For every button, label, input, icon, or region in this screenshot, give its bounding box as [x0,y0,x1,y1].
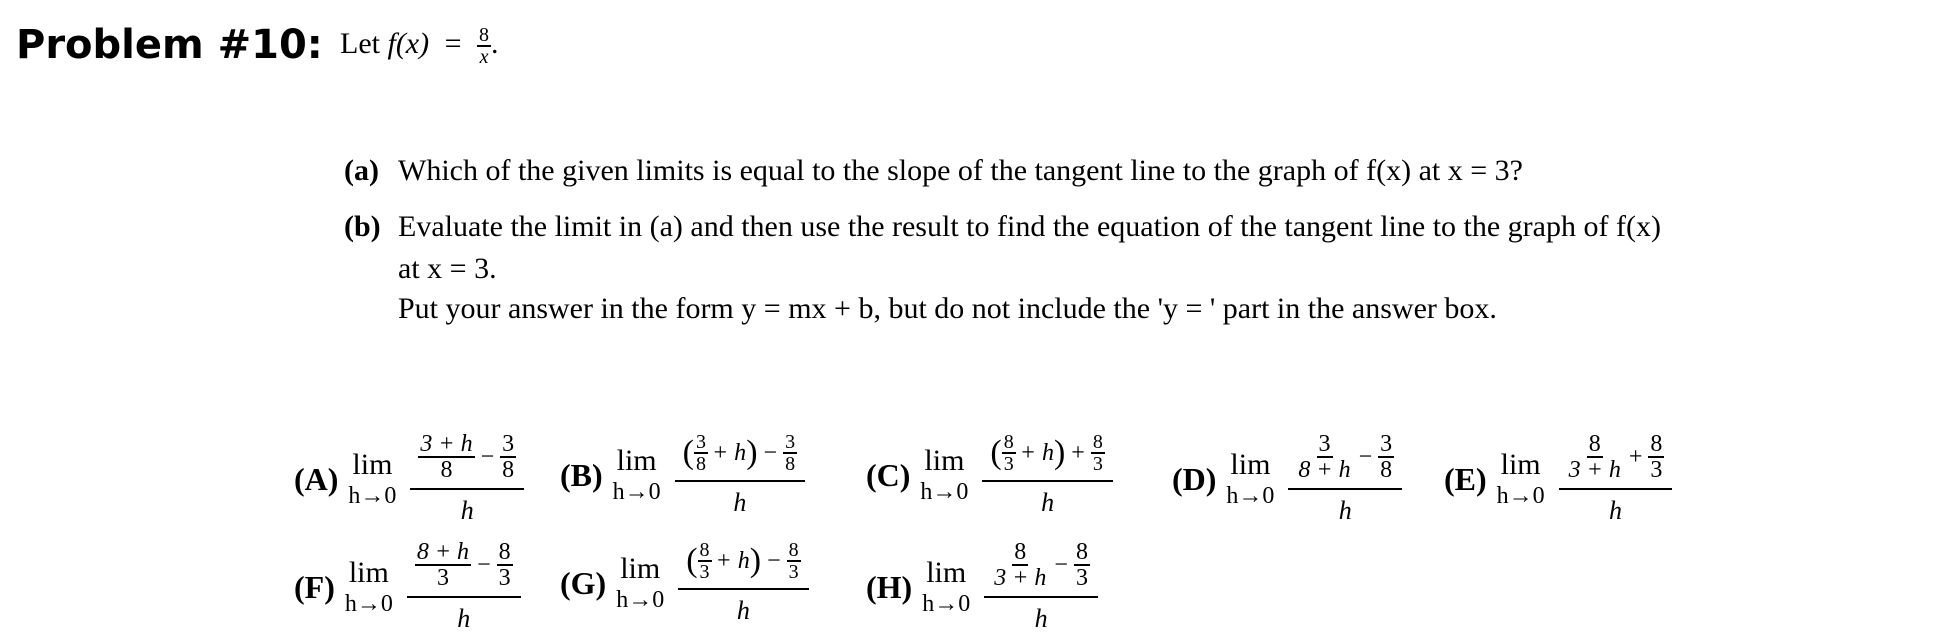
lim-word: lim [348,556,389,589]
limit-operator [613,446,661,504]
fraction-numerator: 8 [1003,431,1014,453]
quotient-denominator: h [733,488,747,517]
fraction-denominator: 3 + h [1568,457,1621,483]
fraction-numerator: 8 [1650,431,1663,457]
fraction [415,540,471,590]
part-b-label: (b) [344,210,381,243]
function-denominator: x [479,46,489,68]
quotient-denominator: h [1338,496,1352,525]
fraction-denominator: 8 + h [1298,457,1351,483]
fraction-denominator: 3 [1003,453,1014,475]
operator: − [763,439,778,466]
fraction [783,432,797,474]
operator: − [1054,551,1068,578]
quotient-denominator: h [457,604,471,633]
quotient-denominator: h [460,496,474,525]
fraction-denominator: 3 [699,561,710,583]
limit-operator [1226,450,1274,508]
fraction-denominator: 8 [785,453,796,475]
lim-subscript: h→0 [922,591,971,617]
fraction [497,540,513,590]
fraction-numerator: 8 [699,539,710,561]
lim-subscript: h→0 [920,479,969,505]
difference-quotient [407,540,521,634]
lim-subscript: h→0 [1226,483,1275,509]
lim-word: lim [616,444,657,477]
problem-heading: Problem #10: [16,22,323,68]
fraction [500,432,516,482]
quotient-numerator [678,540,808,590]
option-e [1444,432,1672,526]
option-f [294,540,521,634]
fraction-numerator: 8 [788,539,799,561]
operator: − [477,551,491,578]
function-numerator: 8 [479,24,490,46]
fraction [1074,540,1090,590]
lim-subscript: h→0 [612,479,661,505]
part-b-text-line2: at x = 3. [398,252,497,285]
fraction [787,540,801,582]
option-label: (G) [560,564,607,601]
lim-word: lim [620,552,661,585]
part-b-text-line3: Put your answer in the form y = mx + b, but do not include the 'y = ' part in the answer box. [398,292,1497,325]
difference-quotient [982,432,1112,518]
fraction [992,540,1048,590]
lim-word: lim [1230,448,1271,481]
function-period: . [491,26,499,60]
option-h [866,540,1098,634]
right-paren: ) [749,542,762,579]
fraction-numerator: 8 [1014,539,1027,565]
fraction-denominator: 8 [695,453,706,475]
fraction-denominator: 8 [502,457,515,483]
limit-operator [345,558,393,616]
plus-h: + h [715,547,750,574]
right-paren: ) [746,434,758,471]
option-a [294,432,524,526]
plus-h: + h [711,439,747,466]
option-d [1172,432,1402,526]
option-c [866,432,1113,518]
option-label: (C) [866,456,911,493]
operator: − [1358,443,1373,470]
lim-word: lim [924,444,965,477]
fraction [698,540,712,582]
fraction-denominator: 8 [1380,457,1393,483]
fraction-numerator: 8 [1588,431,1601,457]
fraction-numerator: 3 [695,431,706,453]
option-label: (B) [560,456,603,493]
fraction-numerator: 3 [1318,431,1331,457]
fraction [694,432,708,474]
fraction-denominator: 3 + h [994,565,1047,591]
lim-subscript: h→0 [348,483,397,509]
limit-operator [616,554,664,612]
function-definition [340,25,499,67]
operator: − [480,443,495,470]
option-label: (E) [1444,460,1487,497]
plus-h: + h [1019,439,1054,466]
lim-subscript: h→0 [616,587,665,613]
fraction [1567,432,1623,482]
option-b [560,432,805,518]
quotient-numerator [1559,432,1673,490]
quotient-denominator: h [1034,604,1048,633]
fraction-numerator: 8 [1092,431,1103,453]
option-g [560,540,809,626]
fraction-numerator: 3 [1380,431,1393,457]
quotient-numerator [984,540,1098,598]
quotient-denominator: h [1041,488,1055,517]
fraction [1648,432,1664,482]
part-a-label: (a) [344,154,379,187]
function-lhs: f(x) [387,26,430,60]
option-label: (A) [294,460,339,497]
difference-quotient [675,432,805,518]
lim-word: lim [1500,448,1541,481]
quotient-denominator: h [736,596,750,625]
difference-quotient [678,540,808,626]
operator: − [767,547,781,574]
fraction-denominator: 8 [440,457,453,483]
left-paren: ( [682,434,694,471]
limit-operator [920,446,968,504]
fraction-numerator: 3 [502,431,515,457]
left-paren: ( [686,542,698,579]
option-label: (H) [866,568,913,605]
limit-operator [348,450,396,508]
part-b-text-line1: Evaluate the limit in (a) and then use the result to find the equation of the tangent line to the graph of f(x) [398,210,1661,243]
lim-subscript: h→0 [1496,483,1545,509]
fraction-numerator: 3 + h [420,431,473,457]
equals-sign: = [444,26,462,60]
fraction-numerator: 8 [498,539,511,565]
difference-quotient [410,432,524,526]
fraction-numerator: 3 [785,431,796,453]
fraction [1002,432,1016,474]
quotient-numerator [407,540,521,598]
operator: + [1071,439,1085,466]
operator: + [1628,443,1643,470]
let-word: Let [340,26,380,60]
function-fraction [477,25,491,67]
fraction-denominator: 3 [436,565,449,591]
limit-operator [922,558,970,616]
part-a-text: Which of the given limits is equal to the slope of the tangent line to the graph of f(x) at x = 3? [398,154,1523,187]
fraction-denominator: 3 [1092,453,1103,475]
difference-quotient [984,540,1098,634]
quotient-numerator [410,432,524,490]
quotient-denominator: h [1609,496,1623,525]
quotient-numerator [1288,432,1402,490]
option-label: (D) [1172,460,1217,497]
difference-quotient [1288,432,1402,526]
fraction [1296,432,1352,482]
quotient-numerator [982,432,1112,482]
option-label: (F) [294,568,335,605]
fraction-denominator: 3 [1650,457,1663,483]
fraction-denominator: 3 [788,561,799,583]
lim-word: lim [352,448,393,481]
fraction [1378,432,1394,482]
quotient-numerator [675,432,805,482]
left-paren: ( [990,434,1002,471]
fraction [418,432,474,482]
lim-word: lim [926,556,967,589]
fraction-numerator: 8 [1075,539,1088,565]
difference-quotient [1559,432,1673,526]
fraction-numerator: 8 + h [416,539,470,565]
limit-operator [1497,450,1545,508]
lim-subscript: h→0 [344,591,393,617]
fraction [1091,432,1105,474]
fraction-denominator: 3 [1075,565,1088,591]
right-paren: ) [1053,434,1066,471]
fraction-denominator: 3 [498,565,511,591]
